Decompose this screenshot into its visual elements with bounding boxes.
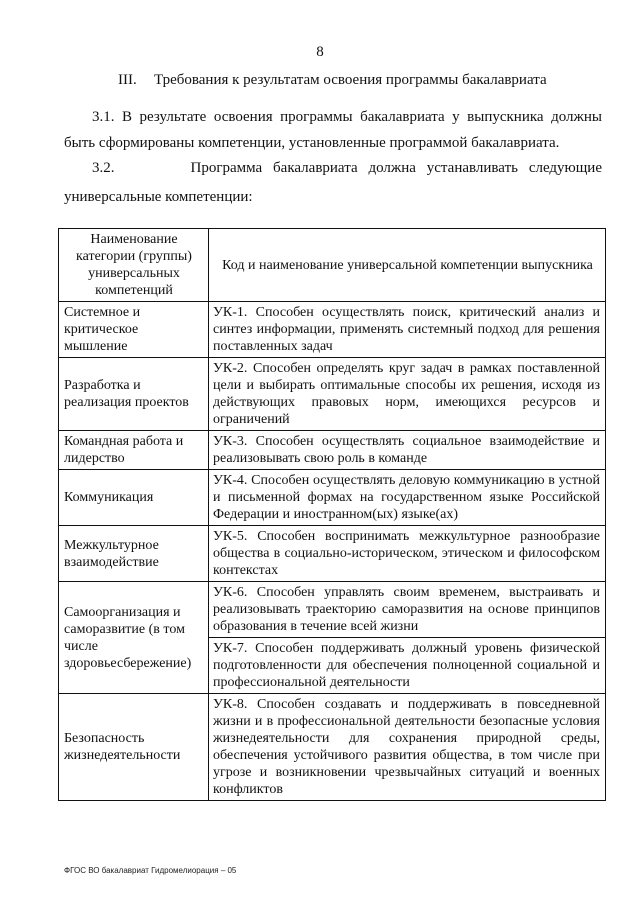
paragraph-3-2-line-2: универсальные компетенции: [64, 189, 253, 205]
document-footer: ФГОС ВО бакалавриат Гидромелиорация – 05 [64, 866, 237, 875]
section-title: Требования к результатам освоения программы бакалавриата [154, 72, 547, 88]
table-row [59, 358, 606, 431]
paragraph-3-1 [64, 104, 602, 156]
table-row [59, 431, 606, 470]
paragraph-3-2-line-1 [64, 155, 602, 181]
header-competence: Код и наименование универсальной компетенции выпускника [209, 229, 606, 302]
competence-cell: УК-4. Способен осуществлять деловую коммуникацию в устной и письменной формах на государственном языке Российской Федерации и иностранном(ых) языке(ах) [209, 470, 606, 526]
competence-cell: УК-6. Способен управлять своим временем, выстраивать и реализовывать траекторию саморазвития на основе принципов образования в течение всей жизни [209, 582, 606, 638]
table-row [59, 582, 606, 638]
competence-cell: УК-7. Способен поддерживать должный уровень физической подготовленности для обеспечения полноценной социальной и профессиональной деятельности [209, 638, 606, 694]
header-category: Наименование категории (группы) универсальных компетенций [59, 229, 209, 302]
paragraph-3-1-text: 3.1. В результате освоения программы бакалавриата у выпускника должны быть сформированы компетенции, установленные программой бакалавриата. [64, 109, 602, 151]
paragraph-3-2-number: 3.2. [92, 160, 115, 176]
competence-cell: УК-5. Способен воспринимать межкультурное разнообразие общества в социально-историческом, этическом и философском контекстах [209, 526, 606, 582]
section-heading [118, 72, 547, 89]
category-cell: Безопасность жизнедеятельности [59, 694, 209, 801]
category-cell: Системное и критическое мышление [59, 302, 209, 358]
category-cell: Коммуникация [59, 470, 209, 526]
category-cell: Разработка и реализация проектов [59, 358, 209, 431]
table-row [59, 302, 606, 358]
competencies-table [58, 228, 606, 801]
competence-cell: УК-3. Способен осуществлять социальное взаимодействие и реализовывать свою роль в команде [209, 431, 606, 470]
category-cell: Самоорганизация и саморазвитие (в том числе здоровьесбережение) [59, 582, 209, 694]
table-row [59, 694, 606, 801]
table-row [59, 470, 606, 526]
table-row [59, 526, 606, 582]
competence-cell: УК-1. Способен осуществлять поиск, критический анализ и синтез информации, применять системный подход для решения поставленных задач [209, 302, 606, 358]
section-number: III. [118, 72, 137, 88]
page-number: 8 [316, 44, 324, 60]
category-cell: Межкультурное взаимодействие [59, 526, 209, 582]
paragraph-3-2-text: Программа бакалавриата должна устанавливать следующие [190, 160, 602, 176]
competence-cell: УК-2. Способен определять круг задач в рамках поставленной цели и выбирать оптимальные способы их решения, исходя из действующих правовых норм, имеющихся ресурсов и ограничений [209, 358, 606, 431]
competence-cell: УК-8. Способен создавать и поддерживать в повседневной жизни и в профессиональной деятельности безопасные условия жизнедеятельности для сохранения природной среды, обеспечения устойчивого развития общества, в том числе при угрозе и возникновении чрезвычайных ситуаций и военных конфликтов [209, 694, 606, 801]
category-cell: Командная работа и лидерство [59, 431, 209, 470]
table-header-row [59, 229, 606, 302]
